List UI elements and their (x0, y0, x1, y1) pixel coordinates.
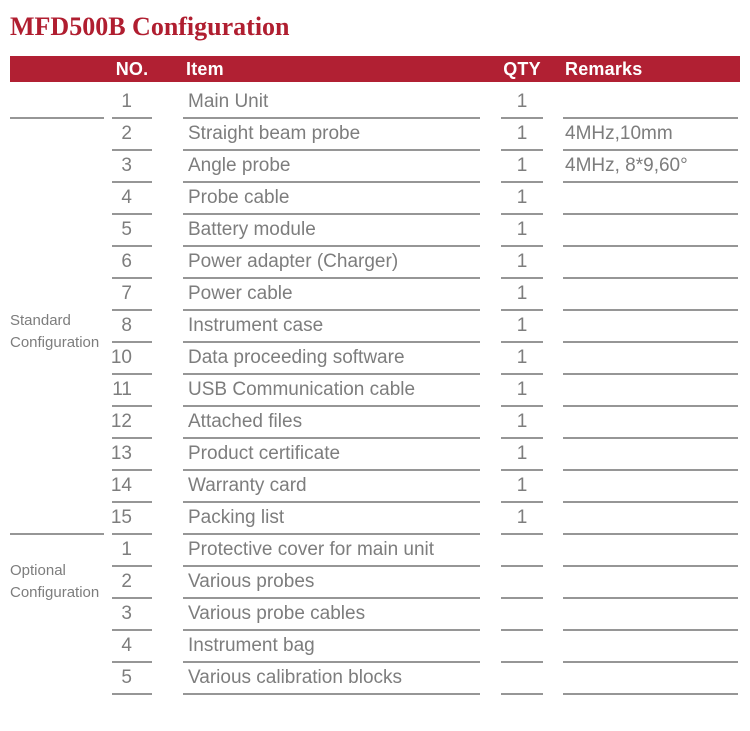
row-remarks (563, 375, 738, 407)
row-no: 3 (112, 151, 152, 183)
row-qty (501, 567, 543, 599)
page-title: MFD500B Configuration (10, 12, 290, 41)
table-row (10, 375, 740, 407)
row-item: Attached files (183, 407, 480, 439)
row-remarks (563, 407, 738, 439)
table-header-row (10, 56, 740, 82)
row-item: Warranty card (183, 471, 480, 503)
row-qty: 1 (501, 119, 543, 151)
row-group-cell (10, 151, 104, 183)
row-remarks (563, 279, 738, 311)
row-qty: 1 (501, 439, 543, 471)
table-row (10, 471, 740, 503)
row-group-cell (10, 631, 104, 663)
row-remarks (563, 87, 738, 119)
row-group-cell (10, 87, 104, 119)
row-qty: 1 (501, 151, 543, 183)
row-remarks (563, 439, 738, 471)
row-item: Power adapter (Charger) (183, 247, 480, 279)
row-no: 12 (112, 407, 152, 439)
row-qty: 1 (501, 215, 543, 247)
row-no: 2 (112, 567, 152, 599)
table-row (10, 215, 740, 247)
row-remarks (563, 503, 738, 535)
row-item: USB Communication cable (183, 375, 480, 407)
row-no: 6 (112, 247, 152, 279)
row-group-cell (10, 119, 104, 151)
table-row (10, 663, 740, 695)
row-no: 1 (112, 535, 152, 567)
row-item: Probe cable (183, 183, 480, 215)
row-item: Angle probe (183, 151, 480, 183)
row-remarks (563, 247, 738, 279)
row-no: 4 (112, 183, 152, 215)
row-remarks (563, 631, 738, 663)
row-remarks (563, 311, 738, 343)
row-item: Instrument case (183, 311, 480, 343)
row-qty: 1 (501, 343, 543, 375)
row-remarks (563, 215, 738, 247)
row-no: 8 (112, 311, 152, 343)
row-qty: 1 (501, 503, 543, 535)
row-group-cell (10, 503, 104, 535)
row-qty: 1 (501, 279, 543, 311)
row-item: Power cable (183, 279, 480, 311)
row-no: 10 (112, 343, 152, 375)
row-remarks (563, 535, 738, 567)
row-remarks: 4MHz, 8*9,60° (563, 151, 738, 183)
row-remarks (563, 471, 738, 503)
row-remarks (563, 599, 738, 631)
row-group-cell (10, 439, 104, 471)
row-remarks: 4MHz,10mm (563, 119, 738, 151)
row-group-cell (10, 279, 104, 311)
row-qty (501, 599, 543, 631)
column-header-no: NO. (115, 58, 149, 79)
row-remarks (563, 183, 738, 215)
row-remarks (563, 663, 738, 695)
column-header-qty: QTY (503, 58, 541, 79)
table-row (10, 407, 740, 439)
table-row (10, 279, 740, 311)
table-row (10, 503, 740, 535)
row-group-cell (10, 247, 104, 279)
table-row (10, 439, 740, 471)
row-qty (501, 535, 543, 567)
row-item: Various calibration blocks (183, 663, 480, 695)
row-qty: 1 (501, 87, 543, 119)
table-row (10, 119, 740, 151)
row-qty: 1 (501, 247, 543, 279)
row-no: 4 (112, 631, 152, 663)
row-group-cell (10, 375, 104, 407)
row-group-cell (10, 183, 104, 215)
row-item: Protective cover for main unit (183, 535, 480, 567)
row-group-cell (10, 663, 104, 695)
table-row (10, 247, 740, 279)
row-no: 13 (112, 439, 152, 471)
table-row (10, 631, 740, 663)
row-qty: 1 (501, 375, 543, 407)
row-group-cell (10, 215, 104, 247)
row-no: 3 (112, 599, 152, 631)
row-no: 11 (112, 375, 152, 407)
column-header-item: Item (186, 58, 224, 79)
row-no: 5 (112, 663, 152, 695)
row-no: 2 (112, 119, 152, 151)
table-row (10, 87, 740, 119)
row-item: Various probe cables (183, 599, 480, 631)
row-remarks (563, 343, 738, 375)
row-no: 15 (112, 503, 152, 535)
row-item: Instrument bag (183, 631, 480, 663)
row-qty: 1 (501, 407, 543, 439)
row-no: 5 (112, 215, 152, 247)
group-label-optional-configuration: Optional Configuration (10, 562, 100, 601)
row-no: 7 (112, 279, 152, 311)
row-group-cell (10, 471, 104, 503)
row-qty (501, 663, 543, 695)
row-qty: 1 (501, 183, 543, 215)
row-group-cell (10, 407, 104, 439)
row-item: Battery module (183, 215, 480, 247)
row-no: 14 (112, 471, 152, 503)
row-qty: 1 (501, 311, 543, 343)
row-item: Main Unit (183, 87, 480, 119)
row-item: Various probes (183, 567, 480, 599)
row-item: Data proceeding software (183, 343, 480, 375)
row-qty: 1 (501, 471, 543, 503)
group-label-standard-configuration: Standard Configuration (10, 312, 100, 351)
row-item: Product certificate (183, 439, 480, 471)
table-row (10, 151, 740, 183)
row-no: 1 (112, 87, 152, 119)
row-remarks (563, 567, 738, 599)
row-qty (501, 631, 543, 663)
row-item: Straight beam probe (183, 119, 480, 151)
column-header-remarks: Remarks (565, 58, 643, 79)
row-item: Packing list (183, 503, 480, 535)
table-row (10, 183, 740, 215)
